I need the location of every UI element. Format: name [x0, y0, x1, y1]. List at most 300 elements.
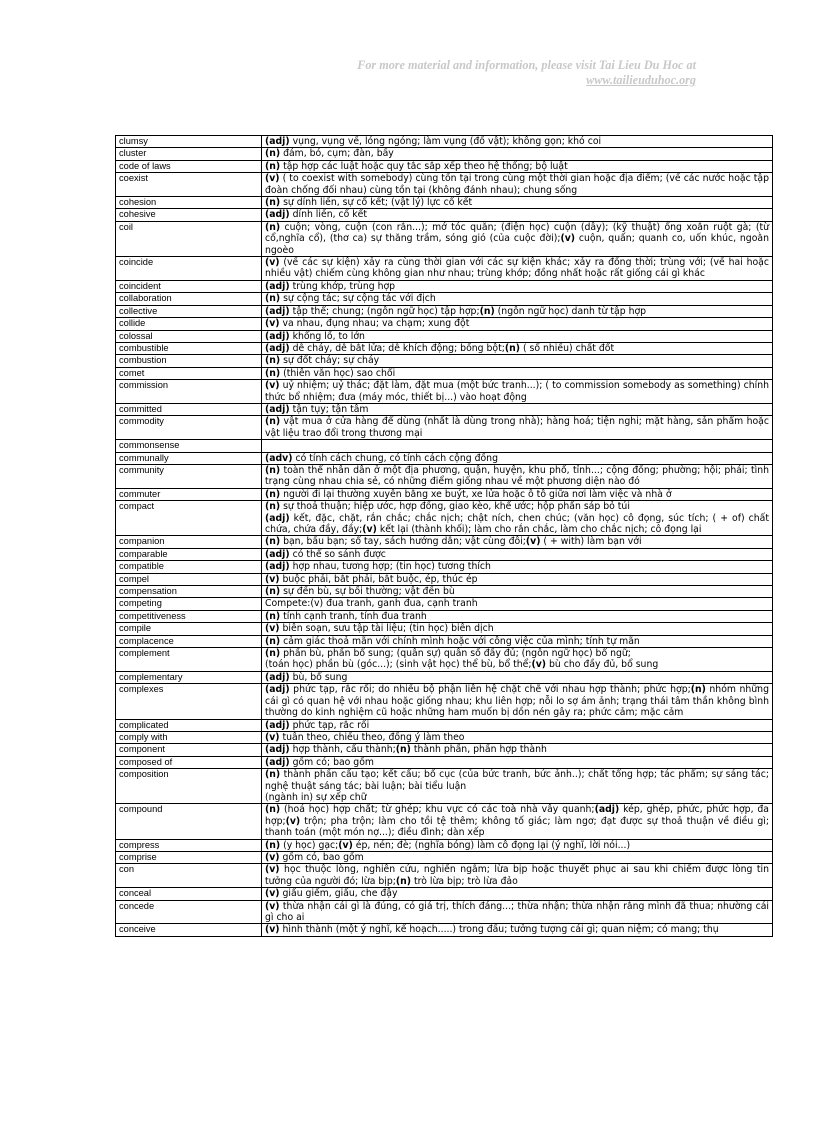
term-cell: combustion [116, 355, 262, 367]
term-cell: compatible [116, 561, 262, 573]
definition-segment: vụng, vụng về, lóng ngóng; làm vụng (đồ vật); không gọn; khó coi [289, 136, 602, 147]
definition-cell [262, 209, 773, 221]
definition-text [265, 757, 374, 768]
term-cell: combustible [116, 342, 262, 354]
part-of-speech: (n) [265, 464, 281, 476]
part-of-speech: (n) [265, 769, 281, 781]
definition-segment: dễ cháy, dễ bắt lửa; dễ khích động; bồng bột; [289, 342, 505, 354]
part-of-speech: (n) [504, 342, 520, 354]
definition-cell [262, 769, 773, 804]
definition-segment: (về các sự kiện) xảy ra cùng thời gian với các sự kiện khác; xảy ra đồng thời; trùng với; (về hai hoặc nhiều vật) chiếm cùng không gian như nhau; trùng khớp; đồng nhất hoặc rất giống cái gì khác [265, 257, 769, 280]
table-row [116, 900, 773, 924]
term-cell: community [116, 464, 262, 488]
part-of-speech: (adj) [265, 403, 290, 415]
definition-text [265, 549, 386, 560]
definition-segment: tận tụy; tận tâm [289, 403, 369, 415]
definition-segment: hợp thành, cấu thành; [289, 744, 396, 756]
definition-text [265, 281, 395, 292]
part-of-speech: (adj) [265, 209, 290, 221]
term-cell: composition [116, 769, 262, 804]
part-of-speech: (v) [265, 924, 280, 936]
header-notice: For more material and information, please visit Tai Lieu Du Hoc at [357, 58, 696, 72]
definition-text [265, 864, 769, 886]
term-cell: compile [116, 623, 262, 635]
definition-text [265, 888, 397, 899]
definition-segment: bù, bổ sung [289, 671, 348, 683]
part-of-speech: (n) [265, 148, 281, 160]
part-of-speech: (v) [531, 659, 547, 671]
table-row [116, 610, 773, 622]
definition-text [265, 173, 769, 195]
table-row [116, 440, 773, 452]
definition-segment: (ngôn ngữ học) danh từ tập hợp [494, 305, 647, 317]
definition-segment: tuân theo, chiều theo, đồng ý làm theo [279, 731, 465, 743]
part-of-speech: (n) [265, 416, 281, 428]
definition-segment: gồm có, bao gồm [279, 851, 364, 863]
header-url-link[interactable]: www.tailieuduhoc.org [586, 73, 696, 87]
definition-text [265, 769, 769, 803]
definition-text [265, 489, 672, 500]
definition-cell [262, 851, 773, 863]
part-of-speech: (adj) [265, 744, 290, 756]
definition-text [265, 197, 472, 208]
definition-cell [262, 900, 773, 924]
definition-segment: buộc phải, bắt phải, bắt buộc, ép, thúc ép [279, 573, 478, 585]
table-row [116, 148, 773, 160]
part-of-speech: (n) [265, 586, 281, 598]
term-cell: commonsense [116, 440, 262, 452]
table-row [116, 864, 773, 888]
definition-text [265, 501, 769, 535]
definition-text [265, 636, 640, 647]
table-row [116, 744, 773, 756]
definition-segment: tập hợp các luật hoặc quy tắc sắp xếp theo hệ thống; bộ luật [280, 160, 568, 172]
definition-cell [262, 839, 773, 851]
term-cell: conceal [116, 888, 262, 900]
part-of-speech: (adj) [265, 342, 290, 354]
definition-cell [262, 380, 773, 404]
term-cell: coexist [116, 173, 262, 197]
part-of-speech: (v) [338, 839, 353, 851]
definition-cell [262, 924, 773, 936]
table-row [116, 623, 773, 635]
definition-text [265, 720, 369, 731]
term-cell: commodity [116, 416, 262, 440]
definition-text [265, 684, 769, 718]
definition-segment: sự thoả thuận; hiệp ước, hợp đồng, giao kèo, khế ước; hộp phấn sáp bỏ túi [283, 501, 630, 513]
table-row [116, 586, 773, 598]
definition-segment: dính liền, cố kết [289, 209, 367, 221]
definition-segment: (hoá học) hợp chất; từ ghép; khu vực có các toà nhà vây quanh; [280, 804, 595, 816]
part-of-speech: (n) [265, 367, 281, 379]
definition-segment: đám, bó, cụm; đàn, bầy [280, 148, 394, 160]
definition-text [265, 404, 369, 415]
definition-cell [262, 635, 773, 647]
table-row [116, 756, 773, 768]
term-cell: component [116, 744, 262, 756]
term-cell: coincide [116, 257, 262, 281]
definition-text [265, 209, 367, 220]
definition-segment: thành phần cấu tạo; kết cấu; bố cục (của bức tranh, bức ảnh..); chất tổng hợp; tác phẩm; sự sáng tác; nghệ thuật sáng tác; bài luận; bài tiểu luận (ngành in) sự xếp chữ [265, 769, 769, 803]
table-row [116, 573, 773, 585]
part-of-speech: (n) [265, 160, 281, 172]
definition-segment: trò lừa bịp; trò lừa đảo [411, 875, 518, 887]
definition-segment: sự dính liền, sự cố kết; (vật lý) lực cố kết [280, 197, 473, 209]
definition-segment: kết, đặc, chặt, rắn chắc; chắc nịch; chật ních, chen chúc; (văn học) cô đọng, súc tích; ( + of) chất chứa, chứa đầy, đầy; [265, 512, 769, 535]
definition-cell [262, 561, 773, 573]
part-of-speech: (n) [265, 610, 281, 622]
part-of-speech: (adj) [265, 330, 290, 342]
definition-segment: (thiên văn học) sao chổi [280, 367, 396, 379]
term-cell: composed of [116, 756, 262, 768]
definition-cell [262, 293, 773, 305]
definition-text [265, 732, 465, 743]
term-cell: cohesion [116, 197, 262, 209]
definition-cell [262, 221, 773, 256]
part-of-speech: (n) [265, 839, 281, 851]
part-of-speech: (v) [265, 573, 280, 585]
definition-cell [262, 440, 773, 452]
table-row [116, 548, 773, 560]
definition-segment: trộn; pha trộn; làm cho tồi tệ thêm; không tố giác; làm ngơ; đạt được sự thoả thuận về điều gì; thanh toán (một món nợ...); điều đình; dàn xếp [265, 815, 769, 839]
table-row [116, 536, 773, 548]
part-of-speech: (adj) [265, 280, 290, 292]
definition-text [265, 611, 427, 622]
term-cell: competitiveness [116, 610, 262, 622]
definition-text [265, 355, 379, 366]
definition-segment: khổng lồ, to lớn [289, 330, 365, 342]
definition-text [265, 465, 769, 487]
definition-text [265, 331, 365, 342]
definition-segment: hình thành (một ý nghĩ, kế hoạch.....) trong đầu; tưởng tượng cái gì; quan niệm; có mang; thụ [279, 924, 719, 936]
term-cell: collective [116, 305, 262, 317]
definition-segment: bạn, bầu bạn; sổ tay, sách hướng dẫn; vật cùng đôi; [280, 536, 526, 548]
definition-cell [262, 136, 773, 148]
definition-cell [262, 257, 773, 281]
definition-segment: có thể so sánh được [289, 548, 386, 560]
term-cell: committed [116, 403, 262, 415]
definition-text [265, 840, 630, 851]
definition-text [265, 293, 436, 304]
table-row [116, 924, 773, 936]
definition-cell [262, 501, 773, 536]
table-row [116, 330, 773, 342]
part-of-speech: (n) [265, 293, 281, 305]
definition-text [265, 440, 268, 451]
term-cell: commuter [116, 488, 262, 500]
definition-segment: ( + with) làm bạn với [540, 536, 642, 548]
definition-text [265, 136, 601, 147]
table-row [116, 342, 773, 354]
part-of-speech: (n) [395, 875, 411, 887]
table-row [116, 684, 773, 719]
definition-text [265, 306, 646, 317]
table-row [116, 305, 773, 317]
definition-segment: gồm có; bao gồm [289, 756, 374, 768]
definition-text [265, 343, 614, 354]
table-row [116, 888, 773, 900]
part-of-speech: (adj) [265, 305, 290, 317]
definition-cell [262, 452, 773, 464]
definition-text [265, 561, 491, 572]
definition-segment: thành phần, phần hợp thành [410, 744, 547, 756]
term-cell: coincident [116, 280, 262, 292]
table-row [116, 648, 773, 672]
definition-segment: người đi lại thường xuyên bằng xe buýt, xe lửa hoặc ô tô giữa nơi làm việc và nhà ở [280, 488, 672, 500]
part-of-speech: (v) [265, 318, 280, 330]
definition-segment: tập thể; chung; (ngôn ngữ học) tập hợp; [289, 305, 480, 317]
definition-text [265, 257, 769, 279]
definition-cell [262, 464, 773, 488]
definition-cell [262, 342, 773, 354]
glossary-table [115, 135, 773, 937]
table-row [116, 293, 773, 305]
part-of-speech: (n) [265, 501, 281, 513]
term-cell: collaboration [116, 293, 262, 305]
part-of-speech: (adj) [265, 561, 290, 573]
table-row [116, 209, 773, 221]
term-cell: code of laws [116, 160, 262, 172]
definition-text [265, 901, 769, 923]
part-of-speech: (v) [265, 173, 280, 185]
term-cell: clumsy [116, 136, 262, 148]
definition-segment: trùng khớp, trùng hợp [289, 280, 396, 292]
part-of-speech: (n) [265, 635, 281, 647]
term-cell: cluster [116, 148, 262, 160]
table-row [116, 136, 773, 148]
definition-text [265, 648, 658, 670]
glossary-body [116, 136, 773, 937]
definition-cell [262, 864, 773, 888]
part-of-speech: (adv) [265, 452, 293, 464]
definition-text [265, 416, 769, 438]
table-row [116, 561, 773, 573]
term-cell: comply with [116, 731, 262, 743]
part-of-speech: (n) [265, 197, 281, 209]
definition-cell [262, 684, 773, 719]
definition-text [265, 852, 364, 863]
table-row [116, 464, 773, 488]
table-row [116, 488, 773, 500]
definition-segment: vật mua ở cửa hàng để dùng (nhất là dùng trong nhà); hàng hoá; tiện nghi; mặt hàng, sản phẩm hoặc vật liệu trao đổi trong thương mại [265, 416, 769, 439]
definition-segment: thừa nhận cái gì là đúng, có giá trị, thích đáng...; thừa nhận; thừa nhận rằng mình đã thua; nhường cái gì cho ai [265, 900, 769, 923]
definition-text [265, 924, 719, 935]
table-row [116, 416, 773, 440]
table-row [116, 851, 773, 863]
term-cell: compel [116, 573, 262, 585]
table-row [116, 804, 773, 839]
part-of-speech: (v) [265, 380, 280, 392]
term-cell: concede [116, 900, 262, 924]
part-of-speech: (adj) [265, 512, 290, 524]
definition-segment: uỷ nhiệm; uỷ thác; đặt làm, đặt mua (một bức tranh...); ( to commission somebody as something) chính thức bổ nhiệm; đưa (máy móc, thiết bị...) vào hoạt động [265, 380, 769, 403]
table-row [116, 839, 773, 851]
definition-cell [262, 671, 773, 683]
part-of-speech: (adj) [265, 719, 290, 731]
definition-segment: giấu giếm, giấu, che đậy [279, 888, 398, 900]
definition-cell [262, 148, 773, 160]
term-cell: complement [116, 648, 262, 672]
definition-cell [262, 586, 773, 598]
definition-text [265, 222, 769, 256]
part-of-speech: (adj) [265, 684, 290, 696]
definition-text [265, 623, 494, 634]
definition-segment: kép, ghép, phức, phức hợp, đa hợp; [265, 804, 769, 827]
part-of-speech: (n) [265, 221, 281, 233]
part-of-speech: (adj) [265, 136, 290, 147]
part-of-speech: (v) [285, 815, 301, 827]
definition-cell [262, 598, 773, 610]
definition-segment: học thuộc lòng, nghiên cứu, nghiền ngẫm; lừa bịp hoặc thuyết phục ai sau khi chiếm được lòng tin tưởng của người đó; lừa bịp; [265, 864, 769, 887]
definition-segment: ép, nén; đè; (nghĩa bóng) làm cô đọng lại (ý nghĩ, lời nói...) [352, 839, 631, 851]
term-cell: compress [116, 839, 262, 851]
part-of-speech: (n) [265, 355, 281, 367]
definition-cell [262, 623, 773, 635]
table-row [116, 452, 773, 464]
definition-text [265, 380, 769, 402]
part-of-speech: (v) [265, 851, 280, 863]
definition-segment: ( số nhiều) chất đốt [520, 342, 615, 354]
definition-cell [262, 804, 773, 839]
definition-cell [262, 416, 773, 440]
part-of-speech: (v) [265, 257, 280, 269]
definition-segment: Compete:(v) đua tranh, ganh đua, cạnh tranh [265, 598, 478, 610]
part-of-speech: (n) [265, 804, 281, 816]
definition-cell [262, 756, 773, 768]
definition-cell [262, 610, 773, 622]
part-of-speech: (adj) [594, 804, 620, 816]
definition-cell [262, 719, 773, 731]
definition-segment: toàn thể nhân dân ở một địa phương, quận, huyện, khu phố, tỉnh...; cộng đồng; phường; hội; phái; tình trạng cùng nhau chia sẻ, có những điểm giống nhau về một phương diện nào đó [265, 464, 769, 488]
table-row [116, 318, 773, 330]
definition-cell [262, 367, 773, 379]
definition-segment: hợp nhau, tương hợp; (tin học) tương thích [289, 561, 491, 573]
definition-segment: phức tạp, rắc rối; do nhiều bộ phận liên hệ chặt chẽ với nhau hợp thành; phức hợp; [289, 684, 691, 696]
definition-segment: có tính cách chung, có tính cách cộng đồng [292, 452, 498, 464]
term-cell: conceive [116, 924, 262, 936]
part-of-speech: (n) [479, 305, 495, 317]
part-of-speech: (n) [395, 744, 411, 756]
part-of-speech: (v) [525, 536, 541, 548]
term-cell: cohesive [116, 209, 262, 221]
definition-segment: cuộn, quấn; quanh co, uốn khúc, ngoằn ngoèo [265, 233, 769, 256]
part-of-speech: (n) [265, 648, 281, 660]
table-row [116, 367, 773, 379]
table-row [116, 671, 773, 683]
term-cell: colossal [116, 330, 262, 342]
definition-text [265, 453, 498, 464]
part-of-speech: (v) [265, 731, 280, 743]
table-row [116, 173, 773, 197]
term-cell: compact [116, 501, 262, 536]
definition-text [265, 586, 455, 597]
definition-segment: (y học) gạc; [280, 839, 339, 851]
definition-text [265, 536, 642, 547]
term-cell: complementary [116, 671, 262, 683]
part-of-speech: (v) [362, 524, 377, 535]
definition-cell [262, 573, 773, 585]
term-cell: companion [116, 536, 262, 548]
term-cell: compensation [116, 586, 262, 598]
definition-text [265, 318, 469, 329]
term-cell: comparable [116, 548, 262, 560]
definition-cell [262, 173, 773, 197]
table-row [116, 280, 773, 292]
definition-text [265, 672, 347, 683]
table-row [116, 769, 773, 804]
table-row [116, 598, 773, 610]
definition-text [265, 598, 478, 609]
table-row [116, 731, 773, 743]
part-of-speech: (v) [265, 888, 280, 900]
table-row [116, 221, 773, 256]
term-cell: commission [116, 380, 262, 404]
definition-text [265, 804, 769, 838]
definition-text [265, 368, 395, 379]
table-row [116, 501, 773, 536]
part-of-speech: (n) [690, 684, 706, 696]
definition-segment: tính cạnh tranh, tính đua tranh [280, 610, 427, 622]
table-row [116, 403, 773, 415]
definition-segment: sự đền bù, sự bồi thường; vật đền bù [280, 586, 455, 598]
part-of-speech: (adj) [265, 671, 290, 683]
definition-segment: kết lại (thành khối); làm cho rắn chắc, làm cho chắc nịch; cô đọng lại [376, 524, 702, 535]
term-cell: con [116, 864, 262, 888]
term-cell: compound [116, 804, 262, 839]
definition-segment: bù cho đầy đủ, bổ sung [546, 659, 659, 671]
term-cell: complicated [116, 719, 262, 731]
definition-text [265, 574, 478, 585]
definition-segment: cuộn; vòng, cuộn (con rắn...); mớ tóc quăn; (điện học) cuộn (dây); (kỹ thuật) ống xoắn ruột gà; (từ cổ,nghĩa cổ), (thơ ca) sự thăng trầm, sóng gió (của cuộc đời); [265, 221, 769, 245]
definition-cell [262, 744, 773, 756]
term-cell: comet [116, 367, 262, 379]
part-of-speech: (v) [265, 864, 280, 876]
table-row [116, 719, 773, 731]
table-row [116, 160, 773, 172]
definition-text [265, 744, 547, 755]
definition-segment: biên soạn, sưu tập tài liệu; (tin học) biên dịch [279, 623, 494, 635]
definition-segment: phức tạp, rắc rối [289, 719, 370, 731]
term-cell: collide [116, 318, 262, 330]
definition-cell [262, 305, 773, 317]
term-cell: complexes [116, 684, 262, 719]
table-row [116, 197, 773, 209]
term-cell: competing [116, 598, 262, 610]
part-of-speech: (v) [265, 900, 280, 912]
definition-segment: sự cộng tác; sự cộng tác với địch [280, 293, 436, 305]
definition-cell [262, 731, 773, 743]
definition-cell [262, 197, 773, 209]
part-of-speech: (adj) [265, 756, 290, 768]
term-cell: comprise [116, 851, 262, 863]
definition-cell [262, 330, 773, 342]
definition-segment: cảm giác thoả mãn với chính mình hoặc với công việc của mình; tính tự mãn [280, 635, 640, 647]
term-cell: coil [116, 221, 262, 256]
definition-cell [262, 318, 773, 330]
definition-segment: sự đốt cháy; sự cháy [280, 355, 380, 367]
definition-segment: phần bù, phần bổ sung; (quân sự) quân số đầy đủ; (ngôn ngữ học) bổ ngữ; (toán học) phần bù (góc...); (sinh vật học) thể bù, bổ thể; [265, 648, 631, 671]
part-of-speech: (v) [560, 233, 576, 245]
table-row [116, 355, 773, 367]
part-of-speech: (n) [265, 488, 281, 500]
definition-segment: ( to coexist with somebody) cùng tồn tại trong cùng một thời gian hoặc địa điểm; (về các nước hoặc tập đoàn chống đối nhau) cùng tồn tại (không đánh nhau); chung sống [265, 173, 769, 196]
definition-text [265, 161, 568, 172]
definition-cell [262, 548, 773, 560]
definition-text [265, 148, 394, 159]
definition-cell [262, 648, 773, 672]
definition-segment: nhóm những cái gì có quan hệ với nhau hoặc giống nhau; khu liên hợp; nỗi lo sợ ám ảnh; trạng thái tâm thần không bình thường do kinh nghiệm cũ hoặc những ham muốn bị dồn nén gây ra; phức cảm; mặc cảm [265, 684, 769, 719]
term-cell: complacence [116, 635, 262, 647]
